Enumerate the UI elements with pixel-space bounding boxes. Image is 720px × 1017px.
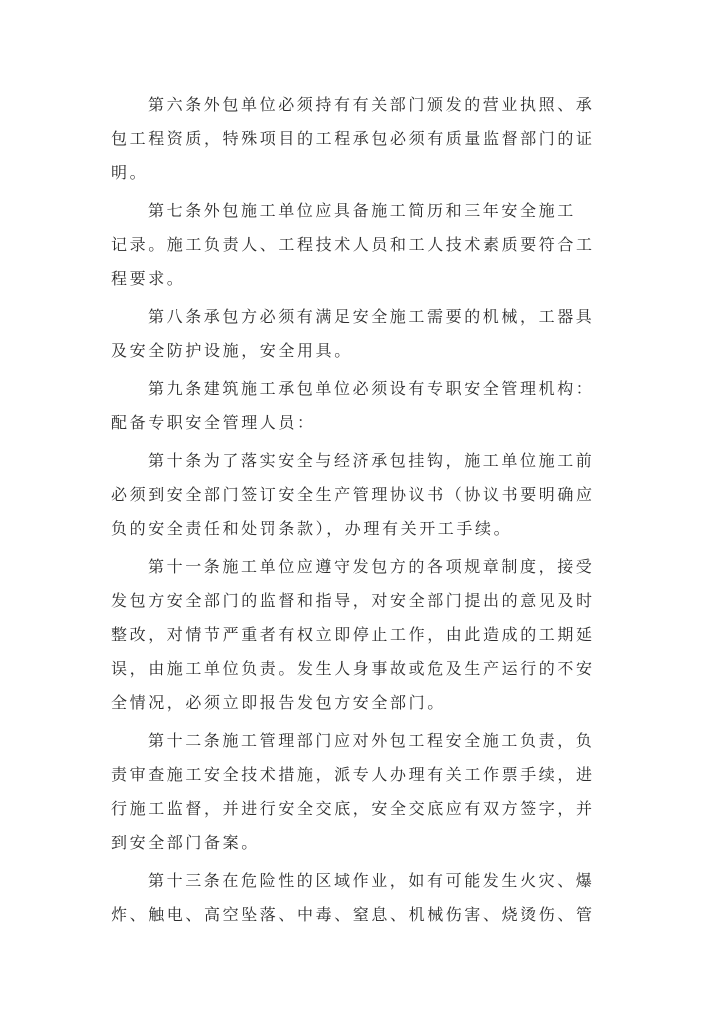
text-line: 第十三条在危险性的区域作业，如有可能发生火灾、爆 xyxy=(148,871,595,890)
text-line: 必须到安全部门签订安全生产管理协议书（协议书要明确应 xyxy=(111,485,595,504)
text-line: 明。 xyxy=(111,163,149,182)
text-line: 第七条外包施工单位应具备施工简历和三年安全施工 xyxy=(148,201,576,220)
article-paragraph xyxy=(111,88,611,190)
text-line: 责审查施工安全技术措施，派专人办理有关工作票手续，进 xyxy=(111,765,595,784)
document-page xyxy=(111,88,611,936)
article-paragraph xyxy=(111,550,611,720)
text-line: 第十一条施工单位应遵守发包方的各项规章制度，接受 xyxy=(148,557,595,576)
article-paragraph xyxy=(111,864,611,932)
article-paragraph xyxy=(111,194,611,296)
text-line: 全情况，必须立即报告发包方安全部门。 xyxy=(111,693,446,712)
text-line: 第六条外包单位必须持有有关部门颁发的营业执照、承 xyxy=(148,95,595,114)
article-paragraph xyxy=(111,724,611,860)
text-line: 到安全部门备案。 xyxy=(111,833,260,852)
text-line: 负的安全责任和处罚条款），办理有关开工手续。 xyxy=(111,519,513,538)
text-line: 第九条建筑施工承包单位必须设有专职安全管理机构： xyxy=(148,379,595,398)
text-line: 第十条为了落实安全与经济承包挂钩，施工单位施工前 xyxy=(148,451,595,470)
text-line: 及安全防护设施，安全用具。 xyxy=(111,341,353,360)
text-line: 发包方安全部门的监督和指导，对安全部门提出的意见及时 xyxy=(111,591,595,610)
text-line: 误，由施工单位负责。发生人身事故或危及生产运行的不安 xyxy=(111,659,595,678)
article-paragraph xyxy=(111,372,611,440)
text-line: 程要求。 xyxy=(111,269,186,288)
text-line: 行施工监督，并进行安全交底，安全交底应有双方签字，并 xyxy=(111,799,595,818)
text-line: 炸、触电、高空坠落、中毒、窒息、机械伤害、烧烫伤、管 xyxy=(111,905,595,924)
text-line: 整改，对情节严重者有权立即停止工作，由此造成的工期延 xyxy=(111,625,595,644)
article-paragraph xyxy=(111,300,611,368)
text-line: 包工程资质，特殊项目的工程承包必须有质量监督部门的证 xyxy=(111,129,595,148)
text-line: 配备专职安全管理人员： xyxy=(111,413,316,432)
article-paragraph xyxy=(111,444,611,546)
text-line: 第八条承包方必须有满足安全施工需要的机械，工器具 xyxy=(148,307,595,326)
text-line: 第十二条施工管理部门应对外包工程安全施工负责，负 xyxy=(148,731,595,750)
text-line: 记录。施工负责人、工程技术人员和工人技术素质要符合工 xyxy=(111,235,595,254)
